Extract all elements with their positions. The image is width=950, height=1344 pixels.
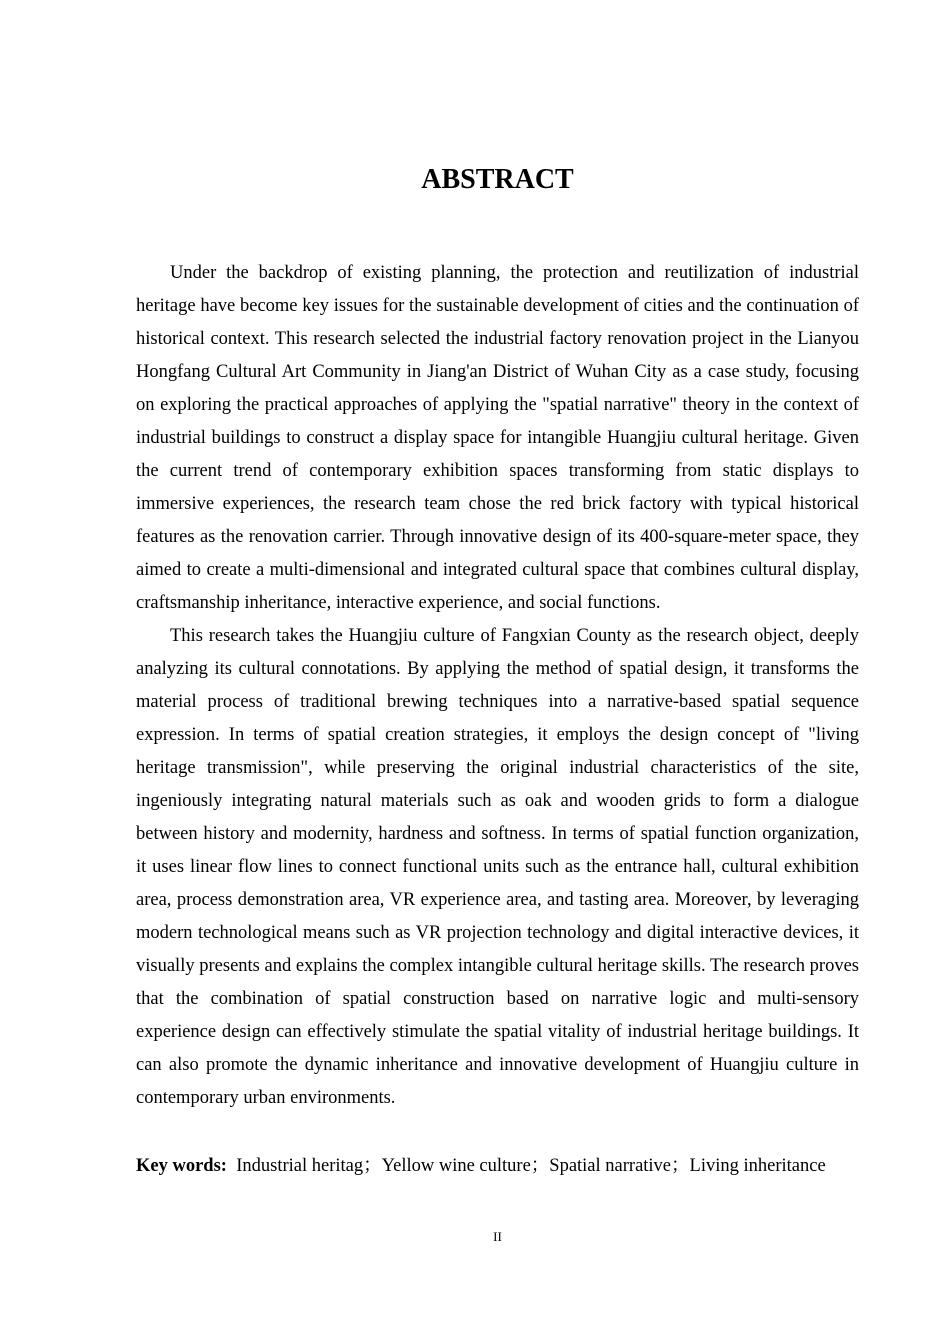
keywords-line: [136, 1150, 876, 1183]
keywords-label: Key words:: [136, 1156, 227, 1176]
keyword-item: Industrial heritag；: [236, 1156, 382, 1176]
abstract-paragraph-2: This research takes the Huangjiu culture of Fangxian County as the research object, deeply analyzing its cultural connotations. By applying the method of spatial design, it transforms the material process of traditional brewing techniques into a narrative-based spatial sequence expression. In terms of spatial creation strategies, it employs the design concept of "living heritage transmission", while preserving the original industrial characteristics of the site, ingeniously integrating natural materials such as oak and wooden grids to form a dialogue between history and modernity, hardness and softness. In terms of spatial function organization, it uses linear flow lines to connect functional units such as the entrance hall, cultural exhibition area, process demonstration area, VR experience area, and tasting area. Moreover, by leveraging modern technological means such as VR projection technology and digital interactive devices, it visually presents and explains the complex intangible cultural heritage skills. The research proves that the combination of spatial construction based on narrative logic and multi-sensory experience design can effectively stimulate the spatial vitality of industrial heritage buildings. It can also promote the dynamic inheritance and innovative development of Huangjiu culture in contemporary urban environments.: [136, 626, 859, 1108]
abstract-body: [136, 257, 859, 1115]
abstract-paragraph-1: Under the backdrop of existing planning, the protection and reutilization of industrial heritage have become key issues for the sustainable development of cities and the continuation of historical context. This research selected the industrial factory renovation project in the Lianyou Hongfang Cultural Art Community in Jiang'an District of Wuhan City as a case study, focusing on exploring the practical approaches of applying the "spatial narrative" theory in the context of industrial buildings to construct a display space for intangible Huangjiu cultural heritage. Given the current trend of contemporary exhibition spaces transforming from static displays to immersive experiences, the research team chose the red brick factory with typical historical features as the renovation carrier. Through innovative design of its 400-square-meter space, they aimed to create a multi-dimensional and integrated cultural space that combines cultural display, craftsmanship inheritance, interactive experience, and social functions.: [136, 263, 859, 613]
keyword-item: Spatial narrative；: [549, 1156, 690, 1176]
keyword-item: Yellow wine culture；: [381, 1156, 550, 1176]
abstract-title: ABSTRACT: [421, 164, 574, 195]
keyword-item: Living inheritance: [689, 1156, 826, 1176]
page-number: II: [493, 1229, 502, 1244]
